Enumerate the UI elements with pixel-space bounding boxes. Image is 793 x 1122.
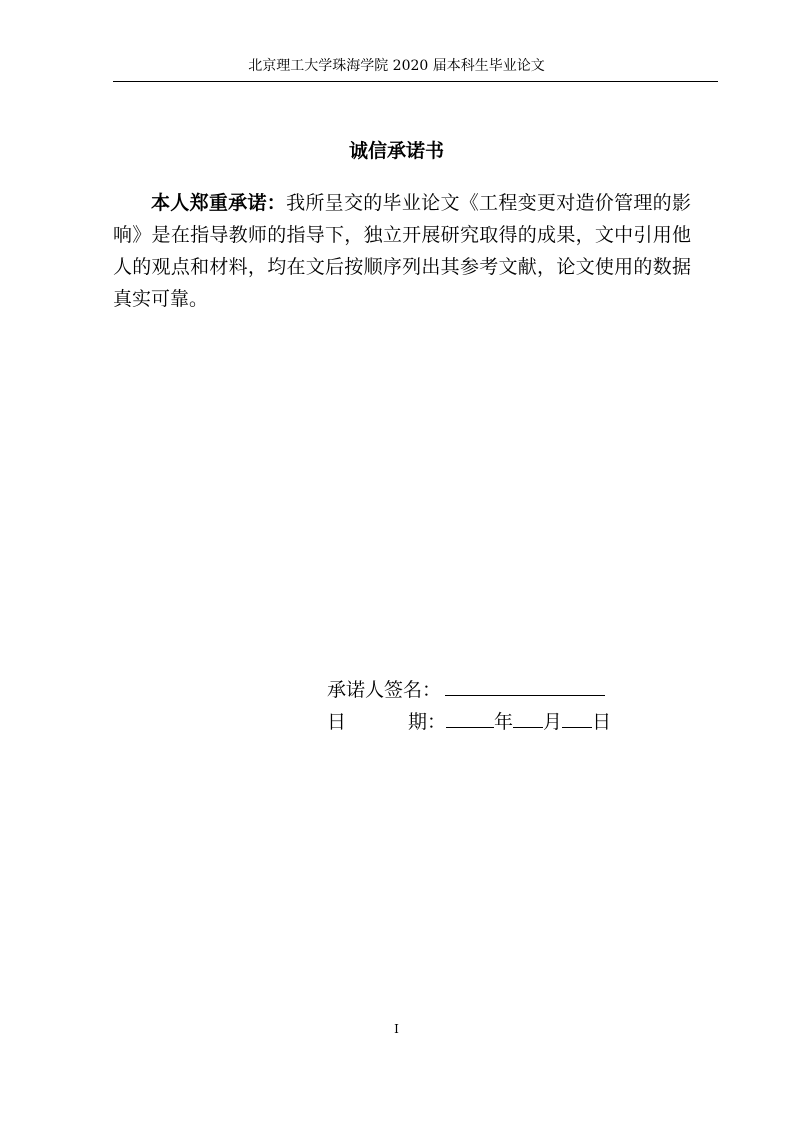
- date-row: [327, 709, 611, 734]
- signature-row: [327, 677, 605, 702]
- date-label-second: 期：: [408, 711, 447, 733]
- day-blank: [562, 709, 592, 728]
- year-blank: [446, 709, 494, 728]
- document-title: 诚信承诺书: [348, 140, 444, 162]
- header-rule: [113, 81, 718, 82]
- month-blank: [513, 709, 543, 728]
- signature-blank: [445, 677, 605, 696]
- page-header: 北京理工大学珠海学院 2020 届本科生毕业论文: [248, 58, 545, 74]
- commitment-lead: 本人郑重承诺：: [151, 192, 287, 214]
- page-number: I: [394, 1022, 399, 1036]
- day-label: 日: [592, 711, 612, 733]
- date-label-first: 日: [327, 711, 347, 733]
- year-label: 年: [494, 711, 514, 733]
- signer-label: 承诺人签名：: [327, 679, 442, 701]
- month-label: 月: [543, 711, 563, 733]
- commitment-paragraph: [113, 187, 691, 315]
- commitment-body: 我所呈交的毕业论文《工程变更对造价管理的影响》是在指导教师的指导下，独立开展研究取得的成果，文中引用他人的观点和材料，均在文后按顺序列出其参考文献，论文使用的数据真实可靠。: [113, 192, 691, 310]
